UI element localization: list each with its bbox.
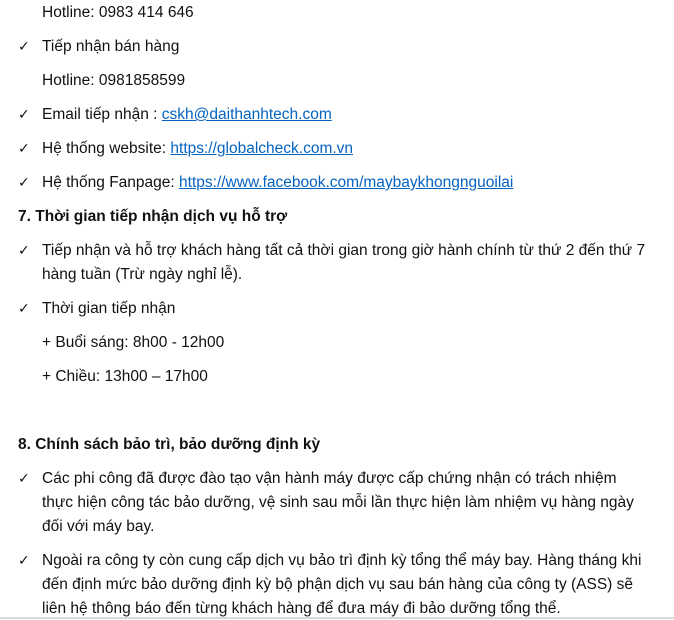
section-8-item-1-line-3: đối với máy bay. [42, 518, 155, 535]
sales-label: Tiếp nhận bán hàng [42, 38, 180, 55]
section-8-item-1-line-1: Các phi công đã được đào tạo vận hành máy được cấp chứng nhận có trách nhiệm [42, 470, 617, 487]
section-8-item-1-line-2: thực hiện công tác bảo dưỡng, vệ sinh sau mỗi lần thực hiện làm nhiệm vụ hàng ngày [42, 494, 634, 511]
section-7-item-1-line-1: Tiếp nhận và hỗ trợ khách hàng tất cả thời gian trong giờ hành chính từ thứ 2 đến thứ 7 [42, 242, 646, 259]
section-8-heading: 8. Chính sách bảo trì, bảo dưỡng định kỳ [18, 436, 321, 453]
website-row [42, 138, 353, 160]
section-7-heading: 7. Thời gian tiếp nhận dịch vụ hỗ trợ [18, 208, 288, 225]
fanpage-link[interactable]: https://www.facebook.com/maybaykhongnguoilai [179, 174, 514, 191]
fanpage-label: Hệ thống Fanpage: [42, 174, 175, 191]
section-8-item-2-line-3: liên hệ thông báo đến từng khách hàng để đưa máy đi bảo dưỡng tổng thể. [42, 600, 561, 617]
checkmark-icon: ✓ [18, 243, 30, 259]
checkmark-icon: ✓ [18, 39, 30, 55]
morning-hours: + Buổi sáng: 8h00 - 12h00 [42, 334, 225, 351]
checkmark-icon: ✓ [18, 175, 30, 191]
website-label: Hệ thống website: [42, 140, 167, 157]
section-8-item-2-line-2: đến định mức bảo dưỡng định kỳ bộ phận dịch vụ sau bán hàng của công ty (ASS) sẽ [42, 576, 634, 593]
afternoon-hours: + Chiều: 13h00 – 17h00 [42, 368, 208, 385]
fanpage-row [42, 172, 513, 194]
email-row [42, 104, 332, 126]
section-8-item-2-line-1: Ngoài ra công ty còn cung cấp dịch vụ bảo trì định kỳ tổng thể máy bay. Hàng tháng khi [42, 552, 642, 569]
checkmark-icon: ✓ [18, 471, 30, 487]
checkmark-icon: ✓ [18, 553, 30, 569]
section-7-item-2: Thời gian tiếp nhận [42, 300, 176, 317]
hotline-2: Hotline: 0981858599 [42, 72, 186, 89]
section-7-item-1-line-2: hàng tuần (Trừ ngày nghỉ lễ). [42, 266, 243, 283]
checkmark-icon: ✓ [18, 141, 30, 157]
checkmark-icon: ✓ [18, 301, 30, 317]
checkmark-icon: ✓ [18, 107, 30, 123]
website-link[interactable]: https://globalcheck.com.vn [170, 140, 354, 157]
email-label: Email tiếp nhận : [42, 106, 158, 123]
email-link[interactable]: cskh@daithanhtech.com [161, 106, 332, 123]
hotline-1: Hotline: 0983 414 646 [42, 4, 194, 21]
